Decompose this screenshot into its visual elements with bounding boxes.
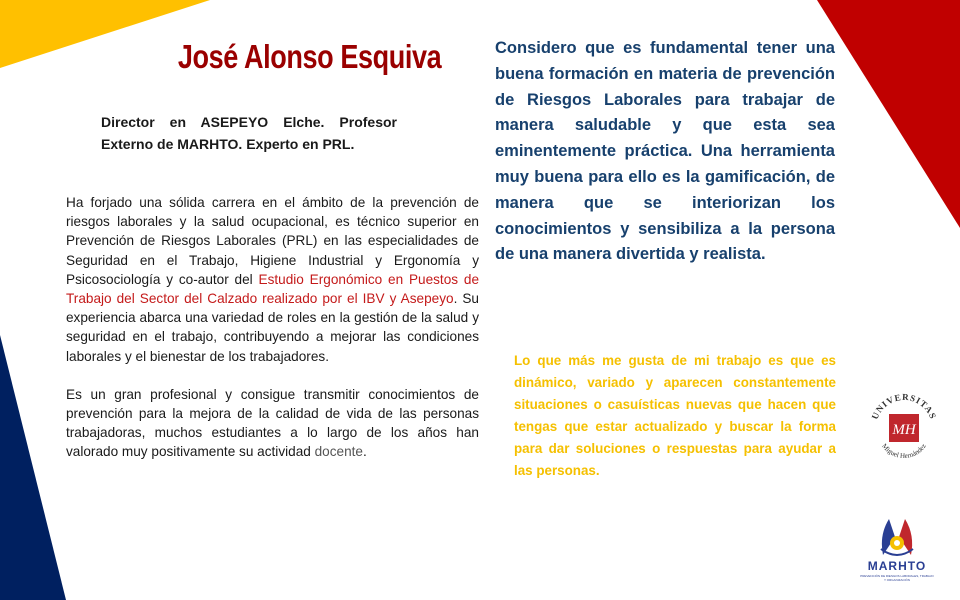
umh-seal-icon	[866, 390, 942, 466]
bio-paragraph-2	[66, 385, 479, 462]
bio-text: . Su experiencia abarca una variedad de roles en la gestión de la salud y seguridad en el trabajo, contribuyendo a mejorar las condiciones laborales y el bienestar de los trabajadores.	[66, 291, 479, 364]
red-corner-shape	[817, 0, 960, 228]
bio-paragraph-1	[66, 193, 479, 366]
bio-text: Es un gran profesional y consigue transmitir conocimientos de prevención para la mejora de la calidad de vida de las personas trabajadoras, muchos estudiantes a lo largo de los años han valorado muy positivamente su actividad	[66, 386, 479, 460]
marhto-tagline: PREVENCIÓN DE RIESGOS LABORALES, TRABAJO Y ORGANIZACIÓN	[860, 574, 934, 582]
umh-logo	[866, 390, 942, 466]
marhto-wordmark: MARHTO	[867, 559, 927, 573]
marhto-logo	[855, 515, 939, 581]
quote-favorite-work: Lo que más me gusta de mi trabajo es que es dinámico, variado y aparecen constantemente situaciones o casuísticas nuevas que hacen que tengas que estar actualizado y buscar la forma para dar soluciones o respuestas para ayudar a las personas.	[514, 353, 836, 478]
page-title: José Alonso Esquiva	[177, 38, 442, 75]
svg-text:Miguel Hernández: Miguel Hernández	[880, 442, 928, 461]
navy-side-shape	[0, 335, 66, 600]
marhto-emblem-icon	[855, 515, 939, 559]
bio-text: .	[362, 444, 367, 460]
biography	[66, 193, 479, 481]
svg-text:MH: MH	[892, 422, 916, 438]
svg-text:UNIVERSITAS: UNIVERSITAS	[869, 391, 939, 421]
quote-training: Considero que es fundamental tener una buena formación en materia de prevención de Riesgos Laborales para trabajar de manera saludable y que esta sea eminentemente práctica. Una herramienta muy buena para ello es la gamificación, de manera que se interiorizan los conocimientos y sensibiliza a la persona de una manera divertida y realista.	[495, 39, 835, 264]
role-subtitle: Director en ASEPEYO Elche. Profesor Externo de MARHTO. Experto en PRL.	[101, 114, 397, 152]
docente-word: docente	[314, 444, 363, 460]
study-highlight: Estudio Ergonómico en Puestos de Trabajo del Sector del Calzado realizado por el IBV y Asepeyo	[66, 271, 479, 307]
bio-text: Ha forjado una sólida carrera en el ámbito de la prevención de riesgos laborales y la salud ocupacional, es técnico superior en Prevención de Riesgos Laborales (PRL) en las especialidades de Seguridad en el Trabajo, Higiene Industrial y Ergonomía y Psicosociología y co-autor del	[66, 195, 479, 287]
